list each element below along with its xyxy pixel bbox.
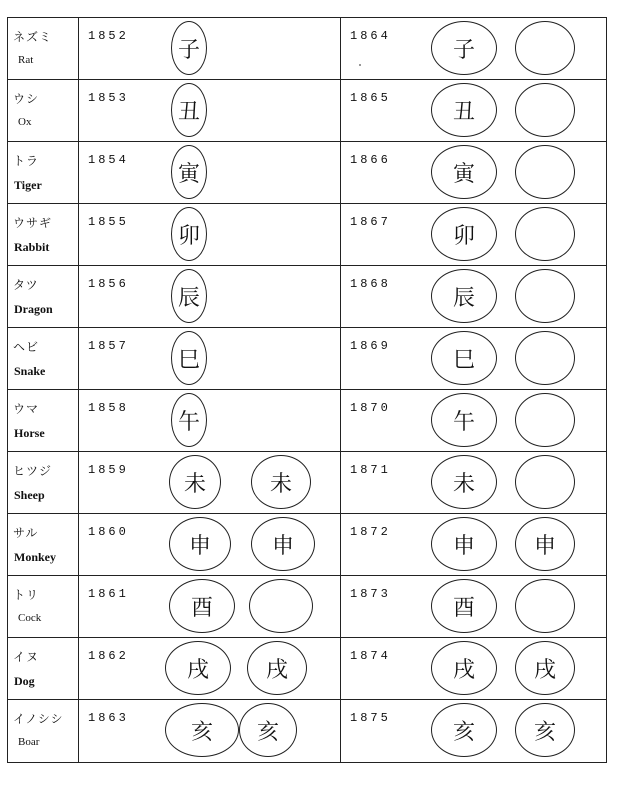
year-cell-first-cycle: [79, 390, 341, 452]
animal-name-english: Dragon: [14, 302, 53, 316]
zodiac-row: [8, 700, 607, 763]
year-cell-second-cycle: [341, 142, 607, 204]
year-cell-first-cycle: [79, 576, 341, 638]
zodiac-row: [8, 328, 607, 390]
year-cell-second-cycle: [341, 576, 607, 638]
year-cell-first-cycle: [79, 80, 341, 142]
year-label: 1855: [88, 215, 129, 229]
year-label: 1873: [350, 587, 391, 601]
seal-stamp: 酉: [169, 579, 235, 633]
year-cell-second-cycle: [341, 266, 607, 328]
animal-name-cell: [8, 142, 79, 204]
seal-stamp: 戌: [431, 641, 497, 695]
animal-name-japanese: ネズミ: [13, 30, 53, 44]
year-cell-second-cycle: [341, 390, 607, 452]
seal-stamp: 酉: [431, 579, 497, 633]
zodiac-row: [8, 266, 607, 328]
blank-seal-circle: [515, 269, 575, 323]
animal-name-japanese: トリ: [13, 588, 40, 602]
seal-stamp: 寅: [171, 145, 207, 199]
seal-stamp: 亥: [431, 703, 497, 757]
seal-stamp: 辰: [431, 269, 497, 323]
blank-seal-circle: [249, 579, 313, 633]
blank-seal-circle: [515, 579, 575, 633]
animal-name-english: Boar: [18, 736, 40, 748]
year-label: 1869: [350, 339, 391, 353]
seal-stamp: 申: [251, 517, 315, 571]
year-label: 1856: [88, 277, 129, 291]
seal-stamp: 午: [431, 393, 497, 447]
seal-stamp: 戌: [165, 641, 231, 695]
year-label: 1862: [88, 649, 129, 663]
year-label: 1852: [88, 29, 129, 43]
year-label: 1866: [350, 153, 391, 167]
seal-stamp: 申: [515, 517, 575, 571]
year-cell-second-cycle: [341, 700, 607, 763]
zodiac-row: [8, 452, 607, 514]
animal-name-english: Sheep: [14, 488, 45, 502]
year-cell-first-cycle: [79, 18, 341, 80]
year-label: 1860: [88, 525, 129, 539]
animal-name-japanese: イノシシ: [13, 712, 64, 726]
blank-seal-circle: [515, 207, 575, 261]
year-label: 1858: [88, 401, 129, 415]
animal-name-english: Horse: [14, 426, 45, 440]
blank-seal-circle: [515, 455, 575, 509]
seal-stamp: 申: [431, 517, 497, 571]
year-label: 1854: [88, 153, 129, 167]
animal-name-japanese: イヌ: [13, 650, 40, 664]
year-label: 1861: [88, 587, 129, 601]
year-cell-second-cycle: [341, 638, 607, 700]
animal-name-cell: [8, 204, 79, 266]
animal-name-cell: [8, 514, 79, 576]
year-label: 1857: [88, 339, 129, 353]
animal-name-japanese: ヒツジ: [13, 464, 53, 478]
blank-seal-circle: [515, 21, 575, 75]
year-label: 1874: [350, 649, 391, 663]
zodiac-row: [8, 142, 607, 204]
year-label: 1871: [350, 463, 391, 477]
seal-stamp: 卯: [431, 207, 497, 261]
seal-stamp: 子: [171, 21, 207, 75]
year-cell-first-cycle: [79, 700, 341, 763]
year-label: 1867: [350, 215, 391, 229]
seal-stamp: 未: [169, 455, 221, 509]
year-label: 1853: [88, 91, 129, 105]
year-cell-second-cycle: [341, 204, 607, 266]
animal-name-cell: [8, 452, 79, 514]
animal-name-cell: [8, 576, 79, 638]
year-cell-second-cycle: [341, 80, 607, 142]
zodiac-seal-table: [7, 17, 607, 763]
animal-name-cell: [8, 80, 79, 142]
year-label: 1863: [88, 711, 129, 725]
year-cell-first-cycle: [79, 638, 341, 700]
year-cell-first-cycle: [79, 452, 341, 514]
zodiac-row: [8, 576, 607, 638]
zodiac-row: [8, 390, 607, 452]
zodiac-row: [8, 80, 607, 142]
animal-name-english: Snake: [14, 364, 46, 378]
animal-name-english: Cock: [18, 612, 42, 624]
seal-stamp: 戌: [515, 641, 575, 695]
year-cell-second-cycle: [341, 18, 607, 80]
animal-name-japanese: サル: [13, 526, 39, 540]
animal-name-english: Dog: [14, 674, 35, 688]
year-label: 1870: [350, 401, 391, 415]
zodiac-row: [8, 18, 607, 80]
seal-stamp: 辰: [171, 269, 207, 323]
seal-stamp: 亥: [165, 703, 239, 757]
year-cell-first-cycle: [79, 142, 341, 204]
seal-stamp: 丑: [171, 83, 207, 137]
seal-stamp: 丑: [431, 83, 497, 137]
blank-seal-circle: [515, 331, 575, 385]
seal-stamp: 未: [251, 455, 311, 509]
seal-stamp: 子: [431, 21, 497, 75]
year-cell-first-cycle: [79, 514, 341, 576]
animal-name-japanese: タツ: [13, 278, 39, 292]
animal-name-cell: [8, 700, 79, 763]
year-cell-second-cycle: [341, 328, 607, 390]
seal-stamp: 申: [169, 517, 231, 571]
year-label: 1875: [350, 711, 391, 725]
animal-name-japanese: ウサギ: [13, 216, 53, 230]
animal-name-cell: [8, 266, 79, 328]
year-cell-second-cycle: [341, 452, 607, 514]
blank-seal-circle: [515, 145, 575, 199]
seal-stamp: 寅: [431, 145, 497, 199]
animal-name-english: Monkey: [14, 550, 56, 564]
animal-name-cell: [8, 390, 79, 452]
seal-stamp: 未: [431, 455, 497, 509]
year-cell-second-cycle: [341, 514, 607, 576]
animal-name-cell: [8, 18, 79, 80]
seal-stamp: 巳: [171, 331, 207, 385]
seal-stamp: 巳: [431, 331, 497, 385]
zodiac-row: [8, 204, 607, 266]
seal-stamp: 戌: [247, 641, 307, 695]
year-label: 1859: [88, 463, 129, 477]
year-label: 1872: [350, 525, 391, 539]
print-speck: [359, 64, 361, 66]
blank-seal-circle: [515, 83, 575, 137]
year-label: 1868: [350, 277, 391, 291]
animal-name-japanese: トラ: [13, 154, 40, 168]
year-label: 1864: [350, 29, 391, 43]
zodiac-row: [8, 514, 607, 576]
seal-stamp: 午: [171, 393, 207, 447]
seal-stamp: 卯: [171, 207, 207, 261]
year-cell-first-cycle: [79, 204, 341, 266]
animal-name-cell: [8, 638, 79, 700]
year-cell-first-cycle: [79, 328, 341, 390]
seal-stamp: 亥: [515, 703, 575, 757]
animal-name-english: Tiger: [14, 178, 42, 192]
blank-seal-circle: [515, 393, 575, 447]
animal-name-english: Rabbit: [14, 240, 50, 254]
year-cell-first-cycle: [79, 266, 341, 328]
animal-name-japanese: ヘビ: [13, 340, 40, 354]
animal-name-japanese: ウシ: [13, 92, 40, 106]
animal-name-english: Rat: [18, 54, 34, 66]
year-label: 1865: [350, 91, 391, 105]
animal-name-japanese: ウマ: [13, 402, 40, 416]
seal-stamp: 亥: [239, 703, 297, 757]
animal-name-cell: [8, 328, 79, 390]
zodiac-row: [8, 638, 607, 700]
animal-name-english: Ox: [18, 116, 32, 128]
